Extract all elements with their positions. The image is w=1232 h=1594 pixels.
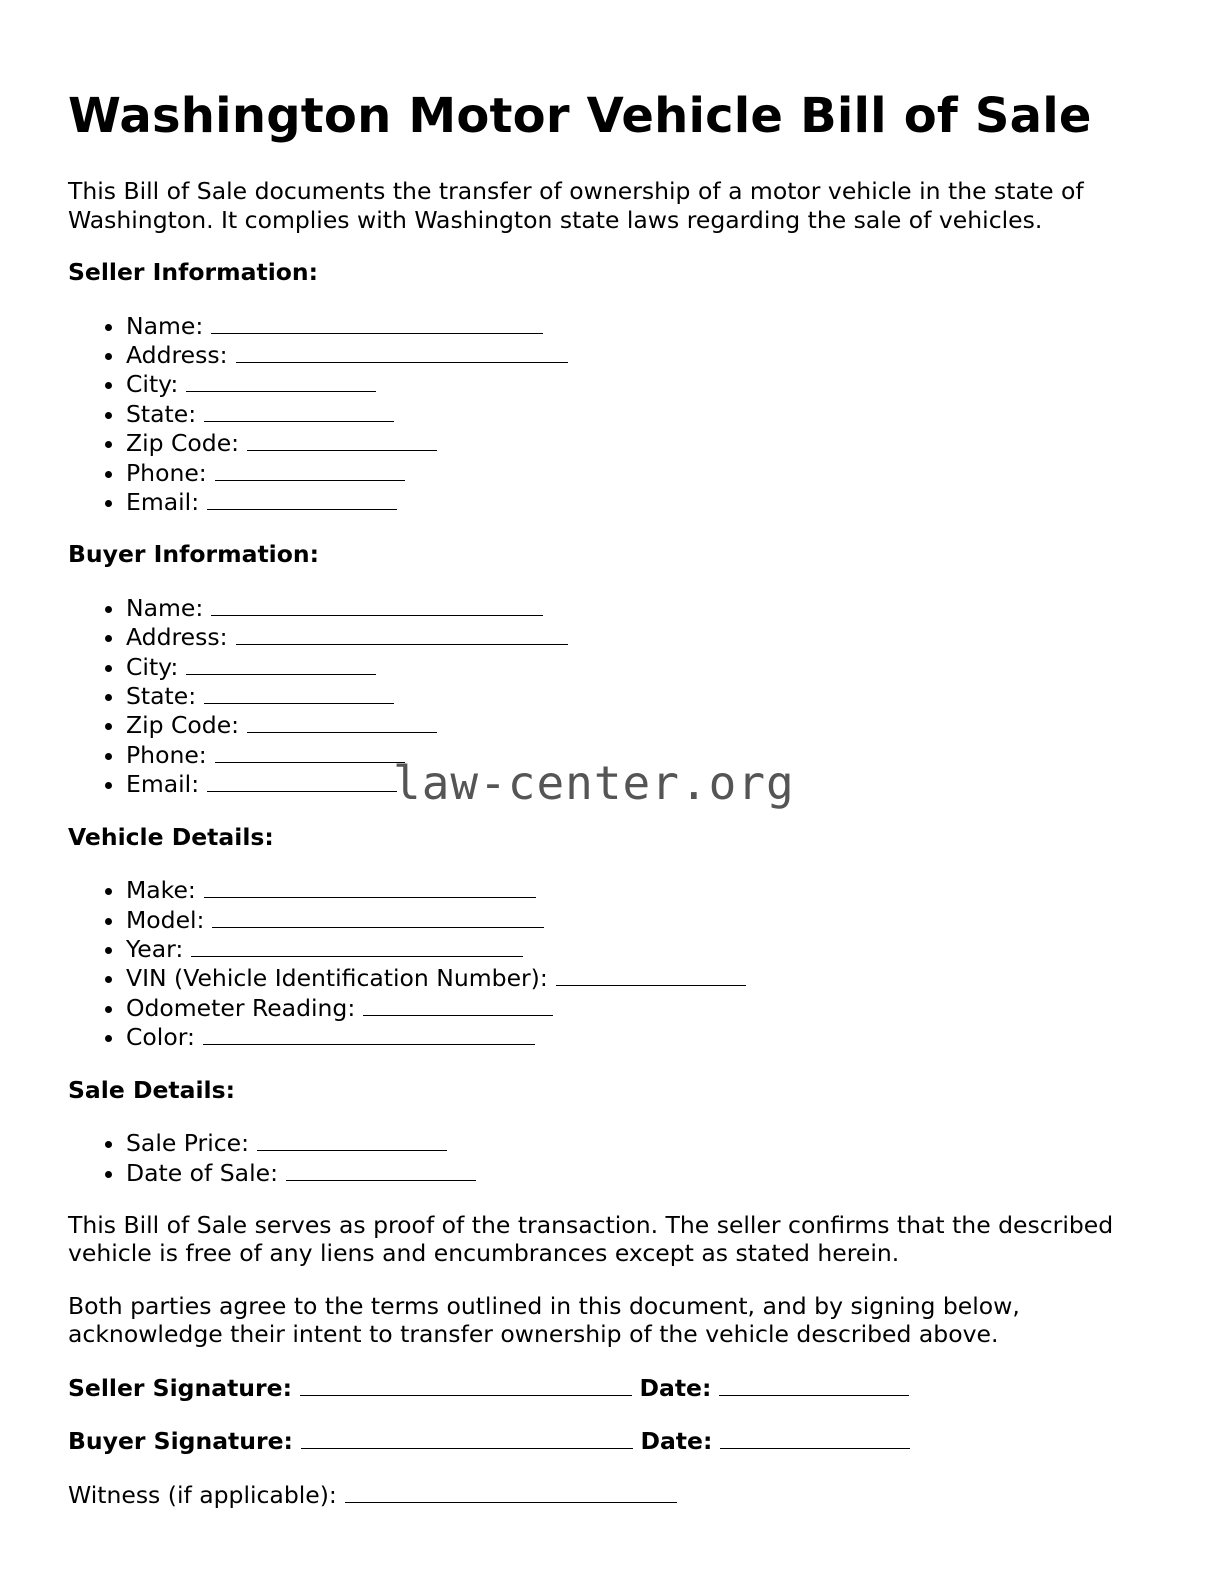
sale-price-item (126, 1128, 1178, 1157)
field-label: Zip Code: (126, 429, 240, 458)
seller-phone-item (126, 458, 1178, 487)
proof-paragraph: This Bill of Sale serves as proof of the transaction. The seller confirms that the described vehicle is free of any liens and encumbrances except as stated herein. (68, 1210, 1114, 1268)
witness-label: Witness (if applicable): (68, 1480, 337, 1509)
witness-blank[interactable] (345, 1480, 677, 1503)
seller-state-blank[interactable] (204, 399, 394, 422)
seller-address-item (126, 340, 1178, 369)
sale-date-blank[interactable] (286, 1158, 476, 1181)
buyer-name-item (126, 593, 1178, 622)
seller-phone-blank[interactable] (215, 458, 405, 481)
document-page (68, 0, 1178, 1509)
field-label: Address: (126, 623, 228, 652)
buyer-date-label: Date: (640, 1427, 713, 1456)
buyer-name-blank[interactable] (211, 593, 543, 616)
field-label: Phone: (126, 458, 207, 487)
sale-price-blank[interactable] (257, 1128, 447, 1151)
buyer-state-item (126, 681, 1178, 710)
buyer-email-blank[interactable] (207, 769, 397, 792)
field-label: City: (126, 370, 179, 399)
buyer-date-blank[interactable] (720, 1426, 910, 1449)
vehicle-odometer-blank[interactable] (363, 993, 553, 1016)
seller-signature-label: Seller Signature: (68, 1373, 292, 1402)
buyer-city-item (126, 652, 1178, 681)
seller-city-item (126, 369, 1178, 398)
vehicle-model-item (126, 905, 1178, 934)
field-label: Date of Sale: (126, 1158, 278, 1187)
buyer-address-blank[interactable] (236, 622, 568, 645)
seller-date-blank[interactable] (719, 1373, 909, 1396)
vehicle-color-item (126, 1022, 1178, 1051)
sale-date-item (126, 1158, 1178, 1187)
field-label: Zip Code: (126, 711, 240, 740)
seller-email-blank[interactable] (207, 487, 397, 510)
seller-city-blank[interactable] (186, 369, 376, 392)
seller-fields (68, 311, 1178, 517)
field-label: Address: (126, 340, 228, 369)
seller-signature-blank[interactable] (300, 1373, 632, 1396)
field-label: State: (126, 399, 197, 428)
vehicle-vin-blank[interactable] (556, 963, 746, 986)
field-label: Name: (126, 593, 204, 622)
vehicle-year-blank[interactable] (191, 934, 523, 957)
buyer-phone-item (126, 740, 1178, 769)
seller-state-item (126, 399, 1178, 428)
field-label: Year: (126, 935, 184, 963)
buyer-email-item (126, 769, 1178, 798)
buyer-address-item (126, 622, 1178, 651)
buyer-state-blank[interactable] (204, 681, 394, 704)
field-label: Email: (126, 487, 200, 516)
field-label: Model: (126, 905, 205, 934)
buyer-signature-label: Buyer Signature: (68, 1427, 293, 1456)
buyer-city-blank[interactable] (186, 652, 376, 675)
field-label: City: (126, 652, 179, 681)
vehicle-odometer-item (126, 993, 1178, 1022)
seller-name-blank[interactable] (211, 311, 543, 334)
vehicle-heading: Vehicle Details: (68, 822, 274, 851)
vehicle-color-blank[interactable] (203, 1022, 535, 1045)
field-label: Name: (126, 311, 204, 340)
intro-paragraph: This Bill of Sale documents the transfer of ownership of a motor vehicle in the state of Washington. It complies with Washington state laws regarding the sale of vehicles. (68, 177, 1084, 234)
field-label: VIN (Vehicle Identification Number): (126, 964, 548, 993)
witness-line (68, 1480, 1178, 1510)
field-label: Phone: (126, 740, 207, 769)
buyer-fields (68, 593, 1178, 799)
field-label: Email: (126, 770, 200, 799)
buyer-heading: Buyer Information: (68, 540, 320, 569)
buyer-signature-line (68, 1426, 1178, 1456)
seller-heading: Seller Information: (68, 258, 319, 286)
field-label: Make: (126, 876, 196, 905)
seller-address-blank[interactable] (236, 340, 568, 363)
vehicle-year-item (126, 934, 1178, 963)
watermark-text: law-center.org (393, 756, 795, 810)
seller-zip-blank[interactable] (247, 428, 437, 451)
seller-name-item (126, 311, 1178, 340)
field-label: Color: (126, 1023, 195, 1052)
sale-heading: Sale Details: (68, 1075, 235, 1104)
buyer-zip-item (126, 710, 1178, 739)
seller-email-item (126, 487, 1178, 516)
vehicle-make-item (126, 875, 1178, 904)
seller-zip-item (126, 428, 1178, 457)
document-title: Washington Motor Vehicle Bill of Sale (68, 88, 1092, 144)
seller-date-label: Date: (639, 1373, 712, 1402)
field-label: State: (126, 682, 197, 711)
vehicle-fields (68, 875, 1178, 1051)
sale-fields (68, 1128, 1178, 1187)
seller-signature-line (68, 1373, 1178, 1403)
vehicle-vin-item (126, 963, 1178, 992)
field-label: Sale Price: (126, 1129, 250, 1158)
buyer-phone-blank[interactable] (215, 740, 405, 763)
vehicle-make-blank[interactable] (204, 875, 536, 898)
buyer-zip-blank[interactable] (247, 710, 437, 733)
field-label: Odometer Reading: (126, 993, 356, 1022)
vehicle-model-blank[interactable] (212, 905, 544, 928)
agreement-paragraph: Both parties agree to the terms outlined in this document, and by signing below, acknowledge their intent to transfer ownership of the vehicle described above. (68, 1291, 1020, 1349)
buyer-signature-blank[interactable] (301, 1426, 633, 1449)
